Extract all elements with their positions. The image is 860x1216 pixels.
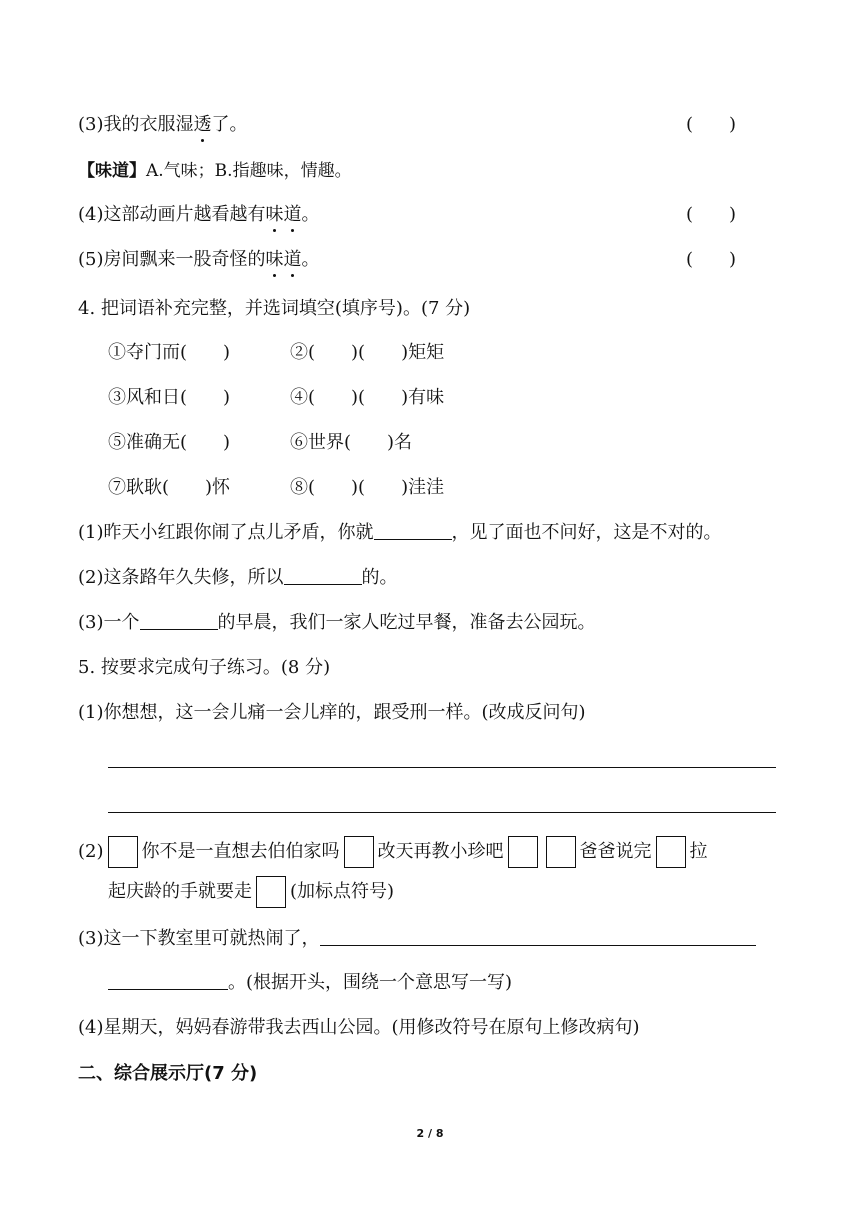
fill-blank[interactable] (284, 566, 362, 585)
q4-word-1[interactable]: ①夺门而( ) (108, 342, 231, 363)
q5-sentence-1: (1)你想想，这一会儿痛一会儿痒的，跟受刑一样。(改成反问句) (78, 702, 586, 723)
fill-blank[interactable] (140, 611, 218, 630)
q4-word-8[interactable]: ⑧( )( )洼洼 (290, 477, 445, 498)
q4-word-3[interactable]: ③风和日( ) (108, 387, 231, 408)
fill-blank[interactable] (320, 927, 756, 946)
punctuation-box[interactable] (508, 836, 538, 868)
q4-sentence-2: (2)这条路年久失修，所以 的。 (78, 567, 398, 588)
q4-word-5[interactable]: ⑤准确无( ) (108, 432, 231, 453)
definition-label: 【味道】 (78, 161, 146, 181)
punctuation-box[interactable] (256, 876, 286, 908)
q5-title: 5. 按要求完成句子练习。(8 分) (78, 657, 331, 678)
q3-item-5: (5)房间飘来一股奇怪的味道。 (78, 249, 320, 270)
answer-parentheses[interactable]: ( ) (686, 114, 737, 135)
q5-sentence-2: (2) 你不是一直想去伯伯家吗 改天再教小珍吧 爸爸说完 拉 (78, 836, 708, 868)
emphasis-dot-char: 透 (193, 114, 212, 135)
q4-sentence-3: (3)一个 的早晨，我们一家人吃过早餐，准备去公园玩。 (78, 612, 596, 633)
punctuation-box[interactable] (108, 836, 138, 868)
q4-title: 4. 把词语补充完整，并选词填空(填序号)。(7 分) (78, 298, 471, 319)
q4-word-2[interactable]: ②( )( )矩矩 (290, 342, 445, 363)
section-2-title: 二、综合展示厅(7 分) (78, 1063, 258, 1084)
answer-parentheses[interactable]: ( ) (686, 204, 737, 225)
q5-sentence-2-cont: 起庆龄的手就要走 (加标点符号) (108, 876, 394, 908)
answer-line[interactable] (108, 767, 776, 768)
q5-sentence-3-cont: 。(根据开头，围绕一个意思写一写) (108, 971, 512, 995)
q5-sentence-4: (4)星期天，妈妈春游带我去西山公园。(用修改符号在原句上修改病句) (78, 1017, 640, 1038)
punctuation-box[interactable] (656, 836, 686, 868)
q4-word-4[interactable]: ④( )( )有味 (290, 387, 445, 408)
q3-definition: 【味道】A.气味；B.指趣味，情趣。 (78, 161, 352, 181)
punctuation-box[interactable] (546, 836, 576, 868)
q4-sentence-1: (1)昨天小红跟你闹了点儿矛盾，你就 ，见了面也不问好，这是不对的。 (78, 522, 722, 543)
answer-line[interactable] (108, 812, 776, 813)
answer-parentheses[interactable]: ( ) (686, 249, 737, 270)
q4-word-7[interactable]: ⑦耿耿( )怀 (108, 477, 231, 498)
q5-sentence-3: (3)这一下教室里可就热闹了， (78, 927, 756, 951)
punctuation-box[interactable] (344, 836, 374, 868)
page-number: 2 / 8 (416, 1127, 444, 1140)
fill-blank[interactable] (374, 521, 452, 540)
q3-item-3: (3)我的衣服湿透了。 (78, 114, 248, 135)
q3-item-4: (4)这部动画片越看越有味道。 (78, 204, 320, 225)
q4-word-6[interactable]: ⑥世界( )名 (290, 432, 413, 453)
fill-blank[interactable] (108, 971, 228, 990)
